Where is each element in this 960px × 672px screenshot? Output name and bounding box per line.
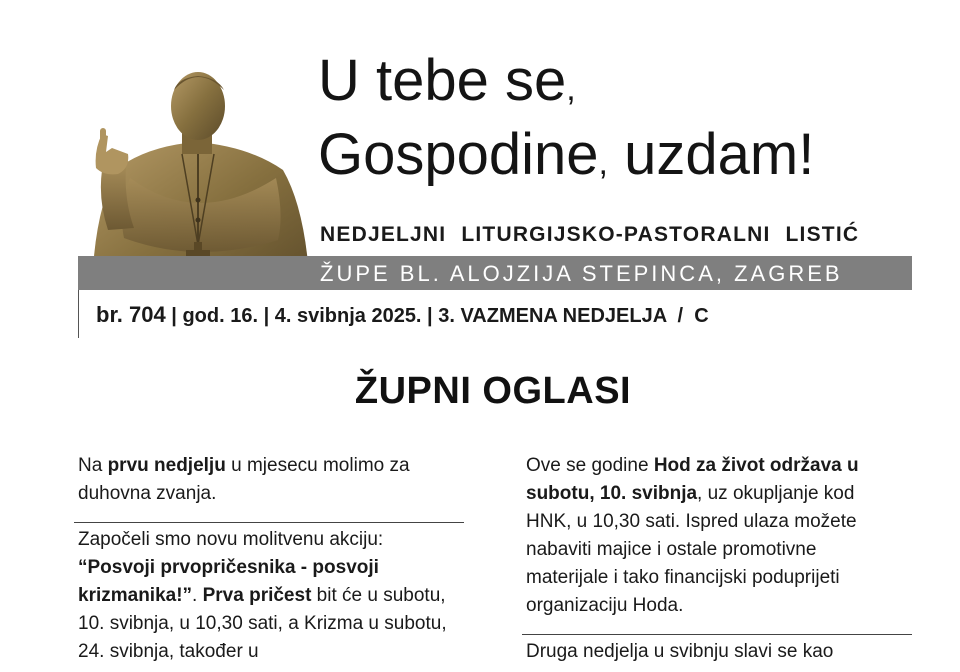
issue-year: god. 16.	[182, 305, 259, 327]
left-column	[78, 452, 450, 508]
right-column	[526, 452, 902, 620]
issue-sunday: 3. VAZMENA NEDJELJA	[438, 305, 667, 327]
right-column-2	[526, 638, 902, 666]
masthead-title	[318, 48, 814, 196]
statue-illustration	[78, 50, 318, 290]
issue-cycle: C	[694, 305, 709, 327]
announcement-paragraph: Započeli smo novu molitvenu akciju: “Posvoji prvopričesnika - posvoji krizmanika!”. Prva pričest bit će u subotu, 10. svibnja, u 10,30 sati, a Krizma u subotu, 24. svibnja, također u	[78, 529, 447, 662]
issue-date: 4. svibnja 2025.	[274, 305, 422, 327]
announcement-paragraph: Na prvu nedjelju u mjesecu molimo za duhovna zvanja.	[78, 455, 410, 504]
issue-divider	[78, 290, 79, 338]
announcement-paragraph: Ove se godine Hod za život održava u subotu, 10. svibnja, uz okupljanje kod HNK, u 10,30 sati. Ispred ulaza možete nabaviti majice i ostale promotivne materijale i tako financijski poduprijeti organizaciju Hoda.	[526, 455, 859, 616]
issue-info: br. 704 | god. 16. | 4. svibnja 2025. | 3. VAZMENA NEDJELJA / C	[96, 302, 709, 327]
issue-number: br. 704	[96, 302, 166, 327]
parish-bar	[78, 256, 912, 290]
divider-line	[522, 634, 912, 635]
left-column-2	[78, 526, 460, 666]
announcement-paragraph: Druga nedjelja u svibnju slavi se kao	[526, 641, 834, 662]
parish-name: ŽUPE BL. ALOJZIJA STEPINCA, ZAGREB	[320, 261, 843, 286]
section-title: ŽUPNI OGLASI	[354, 370, 632, 412]
title-line1: U tebe se,	[318, 48, 576, 113]
divider-line	[74, 522, 464, 523]
title-line2: Gospodine, uzdam!	[318, 122, 815, 187]
masthead-subtitle: NEDJELJNI LITURGIJSKO-PASTORALNI LISTIĆ	[320, 223, 860, 246]
